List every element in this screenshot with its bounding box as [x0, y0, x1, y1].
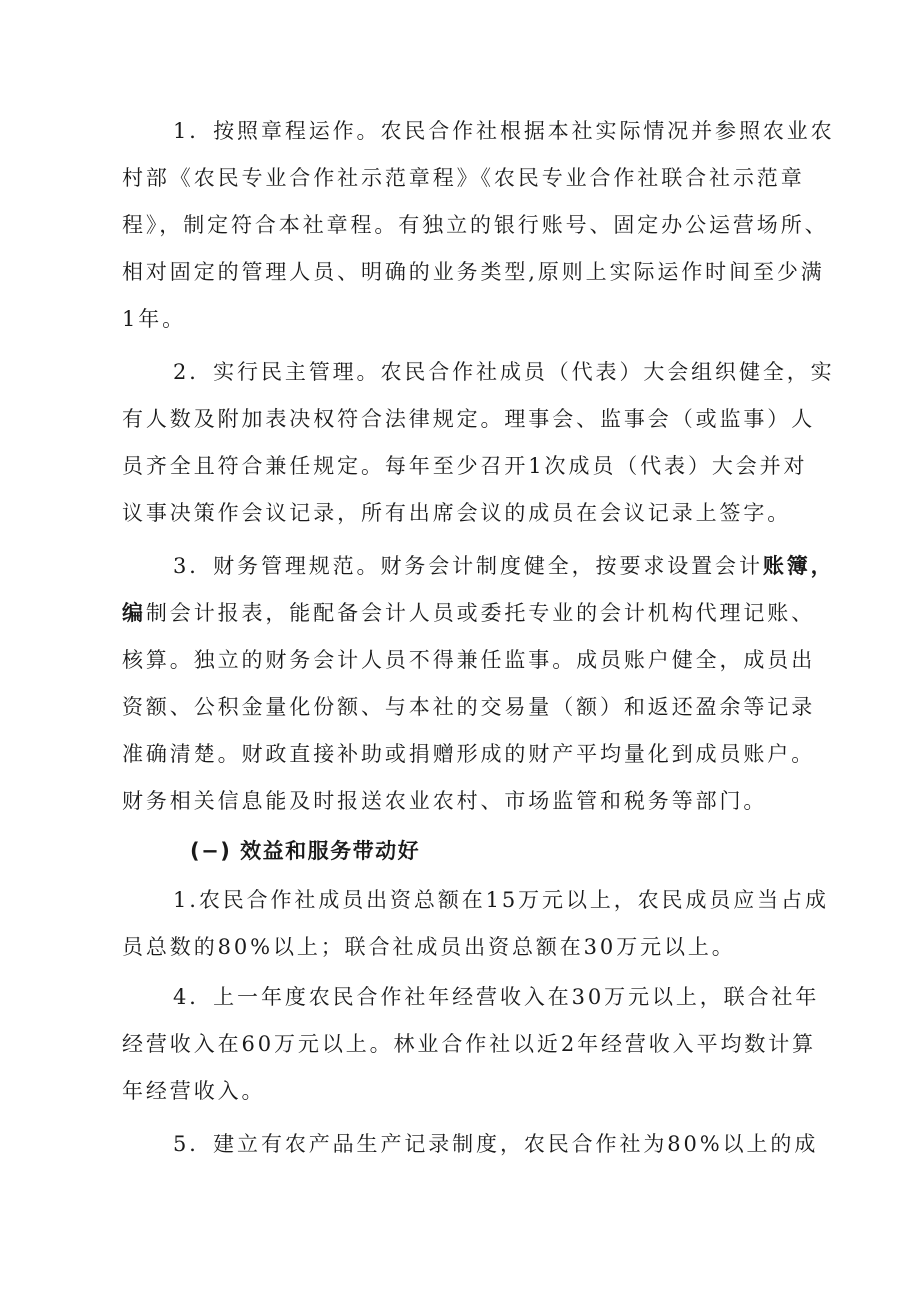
- paragraph-1-line-5: 1年。: [122, 307, 187, 331]
- paragraph-3-line-2-text: 制会计报表，能配备会计人员或委托专业的会计机构代理记账、: [145, 601, 816, 625]
- paragraph-4-line-2: 员总数的80%以上；联合社成员出资总额在30万元以上。: [122, 935, 736, 959]
- paragraph-1-line-4: 相对固定的管理人员、明确的业务类型,原则上实际运作时间至少满: [122, 260, 825, 284]
- paragraph-6-line-1: 5．建立有农产品生产记录制度，农民合作社为80%以上的成: [173, 1132, 819, 1156]
- paragraph-3-line-6: 财务相关信息能及时报送农业农村、市场监管和税务等部门。: [122, 789, 768, 813]
- paragraph-3-line-1: [173, 552, 835, 580]
- paragraph-5-line-2: 经营收入在60万元以上。林业合作社以近2年经营收入平均数计算: [122, 1032, 817, 1056]
- paragraph-4-line-1: 1.农民合作社成员出资总额在15万元以上，农民成员应当占成: [173, 888, 829, 912]
- paragraph-3-line-1-bold: 账簿，: [762, 554, 835, 578]
- paragraph-2-line-2: 有人数及附加表决权符合法律规定。理事会、监事会（或监事）人: [122, 407, 816, 431]
- paragraph-1-line-1: 1．按照章程运作。农民合作社根据本社实际情况并参照农业农: [173, 119, 835, 143]
- paragraph-3-line-2: [122, 599, 815, 627]
- paragraph-5-line-1: 4．上一年度农民合作社年经营收入在30万元以上，联合社年: [173, 985, 820, 1009]
- paragraph-3-line-2-bold: 编: [122, 601, 146, 625]
- paragraph-3-line-5: 准确清楚。财政直接补助或捐赠形成的财产平均量化到成员账户。: [122, 742, 816, 766]
- paragraph-2-line-1: 2．实行民主管理。农民合作社成员（代表）大会组织健全，实: [173, 360, 835, 384]
- paragraph-1-line-3: 程》，制定符合本社章程。有独立的银行账号、固定办公运营场所、: [122, 213, 829, 237]
- paragraph-2-line-4: 议事决策作会议记录，所有出席会议的成员在会议记录上签字。: [122, 501, 792, 525]
- paragraph-2-line-3: 员齐全且符合兼任规定。每年至少召开1次成员（代表）大会并对: [122, 454, 808, 478]
- paragraph-3-line-4: 资额、公积金量化份额、与本社的交易量（额）和返还盈余等记录: [122, 695, 816, 719]
- paragraph-3-line-3: 核算。独立的财务会计人员不得兼任监事。成员账户健全，成员出: [122, 648, 816, 672]
- paragraph-3-line-1-text: 3．财务管理规范。财务会计制度健全，按要求设置会计: [173, 554, 763, 578]
- paragraph-5-line-3: 年经营收入。: [122, 1079, 266, 1103]
- section-heading: (−) 效益和服务带动好: [190, 839, 421, 863]
- paragraph-1-line-2: 村部《农民专业合作社示范章程》《农民专业合作社联合社示范章: [122, 166, 805, 190]
